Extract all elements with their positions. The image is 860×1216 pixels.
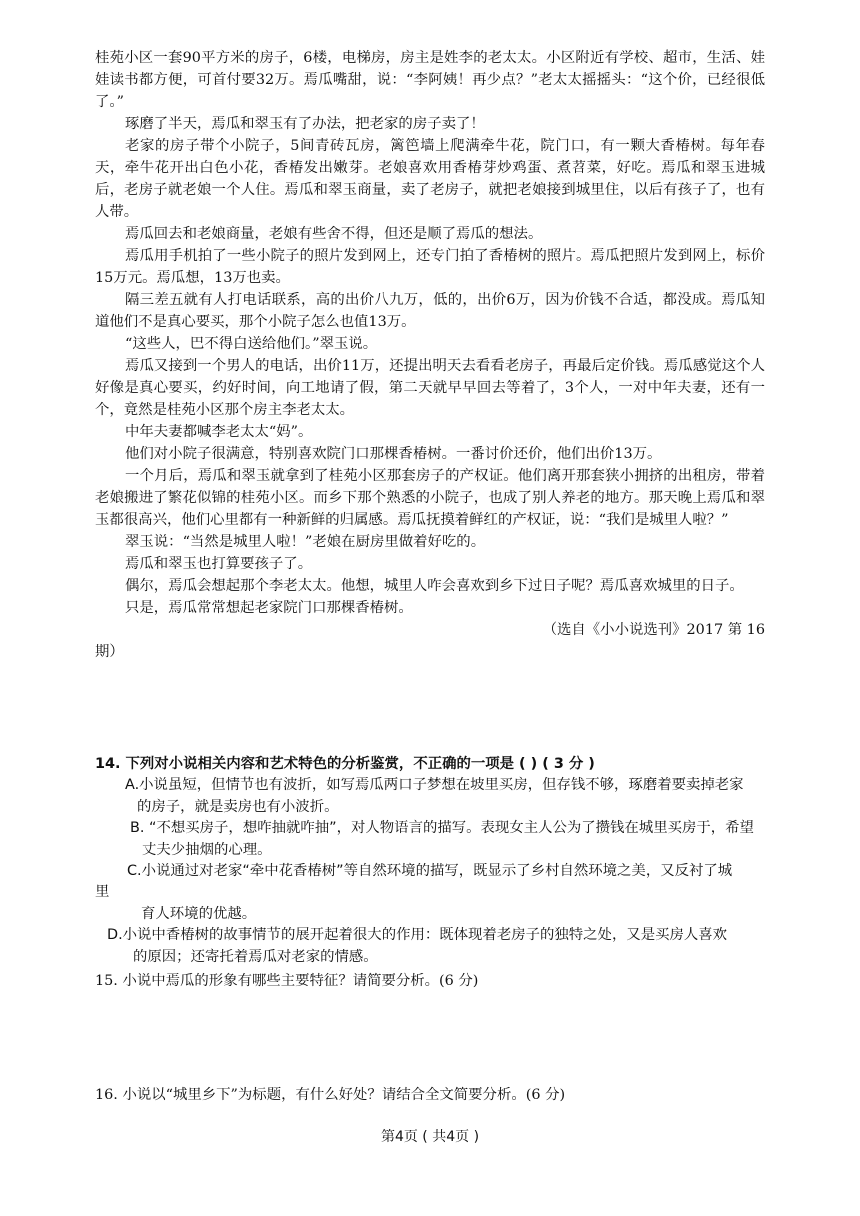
source-citation-tail: 期） bbox=[95, 644, 124, 660]
story-paragraph: 焉瓜又接到一个男人的电话，出价11万，还提出明天去看看老房子，再最后定价钱。焉瓜感觉这个人好像是真心要买，约好时间，向工地请了假，第二天就早早回去等着了，3个人，一对中年夫妻，还有一个，竟然是桂苑小区那个房主李老太太。 bbox=[95, 358, 765, 418]
story-paragraph: 桂苑小区一套90平方米的房子，6楼，电梯房，房主是姓李的老太太。小区附近有学校、超市，生活、娃娃读书都方便，可首付要32万。焉瓜嘴甜，说：“李阿姨！再少点？”老太太摇摇头：“这个价，已经很低了。” bbox=[95, 50, 765, 110]
page-footer: 第4页 ( 共4页 ) bbox=[380, 1129, 480, 1145]
option-a bbox=[95, 775, 775, 818]
option-c bbox=[95, 861, 775, 925]
option-b bbox=[95, 818, 775, 861]
story-text bbox=[95, 47, 765, 663]
option-c-line: C.小说通过对老家“牵中花香椿树”等自然环境的描写，既显示了乡村自然环境之美，又反衬了城 bbox=[127, 863, 733, 880]
option-d-line: D.小说中香椿树的故事情节的展开起着很大的作用：既体现着老房子的独特之处，又是买房人喜欢 bbox=[107, 927, 728, 944]
option-a-line: A.小说虽短，但情节也有波折，如写焉瓜两口子梦想在坡里买房，但存钱不够，琢磨着要卖掉老家 bbox=[125, 777, 744, 794]
question-15: 15. 小说中焉瓜的形象有哪些主要特征？请简要分析。(6 分) bbox=[95, 973, 479, 989]
question-14 bbox=[95, 754, 775, 968]
story-paragraph: 翠玉说：“当然是城里人啦！”老娘在厨房里做着好吃的。 bbox=[125, 534, 486, 550]
story-paragraph: 焉瓜回去和老娘商量，老娘有些舍不得，但还是顺了焉瓜的想法。 bbox=[125, 226, 543, 242]
option-c-line: 里 bbox=[95, 884, 110, 901]
option-d bbox=[95, 925, 775, 968]
story-paragraph: 偶尔，焉瓜会想起那个李老太太。他想，城里人咋会喜欢到乡下过日子呢？焉瓜喜欢城里的日子。 bbox=[125, 578, 744, 594]
story-paragraph: 琢磨了半天，焉瓜和翠玉有了办法，把老家的房子卖了！ bbox=[125, 116, 485, 132]
source-citation: （选自《小小说选刊》2017 第 16 bbox=[542, 622, 765, 638]
story-paragraph: 焉瓜用手机拍了一些小院子的照片发到网上，还专门拍了香椿树的照片。焉瓜把照片发到网上，标价15万元。焉瓜想，13万也卖。 bbox=[95, 248, 765, 286]
option-b-line: 丈夫少抽烟的心理。 bbox=[142, 841, 272, 858]
story-paragraph: 只是，焉瓜常常想起老家院门口那棵香椿树。 bbox=[125, 600, 413, 616]
story-paragraph: 中年夫妻都喊李老太太“妈”。 bbox=[125, 424, 313, 440]
story-paragraph: 焉瓜和翠玉也打算要孩子了。 bbox=[125, 556, 313, 572]
option-c-line: 育人环境的优越。 bbox=[141, 905, 257, 922]
option-a-line: 的房子，就是卖房也有小波折。 bbox=[137, 798, 339, 815]
question-16: 16. 小说以“城里乡下”为标题，有什么好处？请结合全文简要分析。(6 分) bbox=[95, 1087, 566, 1103]
option-d-line: 的原因；还寄托着焉瓜对老家的情感。 bbox=[133, 948, 378, 965]
option-b-line: B. “不想买房子，想咋抽就咋抽”，对人物语言的描写。表现女主人公为了攒钱在城里买房于，希望 bbox=[130, 820, 754, 837]
story-paragraph: 老家的房子带个小院子，5间青砖瓦房，篱笆墙上爬满牵牛花，院门口，有一颗大香椿树。每年春天，牵牛花开出白色小花，香椿发出嫩芽。老娘喜欢用香椿芽炒鸡蛋、煮苕菜，好吃。焉瓜和翠玉进城后，老房子就老娘一个人住。焉瓜和翠玉商量，卖了老房子，就把老娘接到城里住，以后有孩子了，也有人带。 bbox=[95, 138, 765, 220]
question-14-stem: 14. 下列对小说相关内容和艺术特色的分析鉴赏，不正确的一项是 ( ) ( 3 分 ) bbox=[95, 756, 595, 772]
story-paragraph: 他们对小院子很满意，特别喜欢院门口那棵香椿树。一番讨价还价，他们出价13万。 bbox=[125, 446, 662, 462]
story-paragraph: 隔三差五就有人打电话联系，高的出价八九万，低的，出价6万，因为价钱不合适，都没成。焉瓜知道他们不是真心要买，那个小院子怎么也值13万。 bbox=[95, 292, 765, 330]
story-paragraph: 一个月后，焉瓜和翠玉就拿到了桂苑小区那套房子的产权证。他们离开那套狭小拥挤的出租房，带着老娘搬进了繁花似锦的桂苑小区。而乡下那个熟悉的小院子，也成了别人养老的地方。那天晚上焉瓜和翠玉都很高兴，他们心里都有一种新鲜的归属感。焉瓜抚摸着鲜红的产权证，说：“我们是城里人啦？” bbox=[95, 468, 765, 528]
story-paragraph: “这些人，巴不得白送给他们。”翠玉说。 bbox=[125, 336, 378, 352]
